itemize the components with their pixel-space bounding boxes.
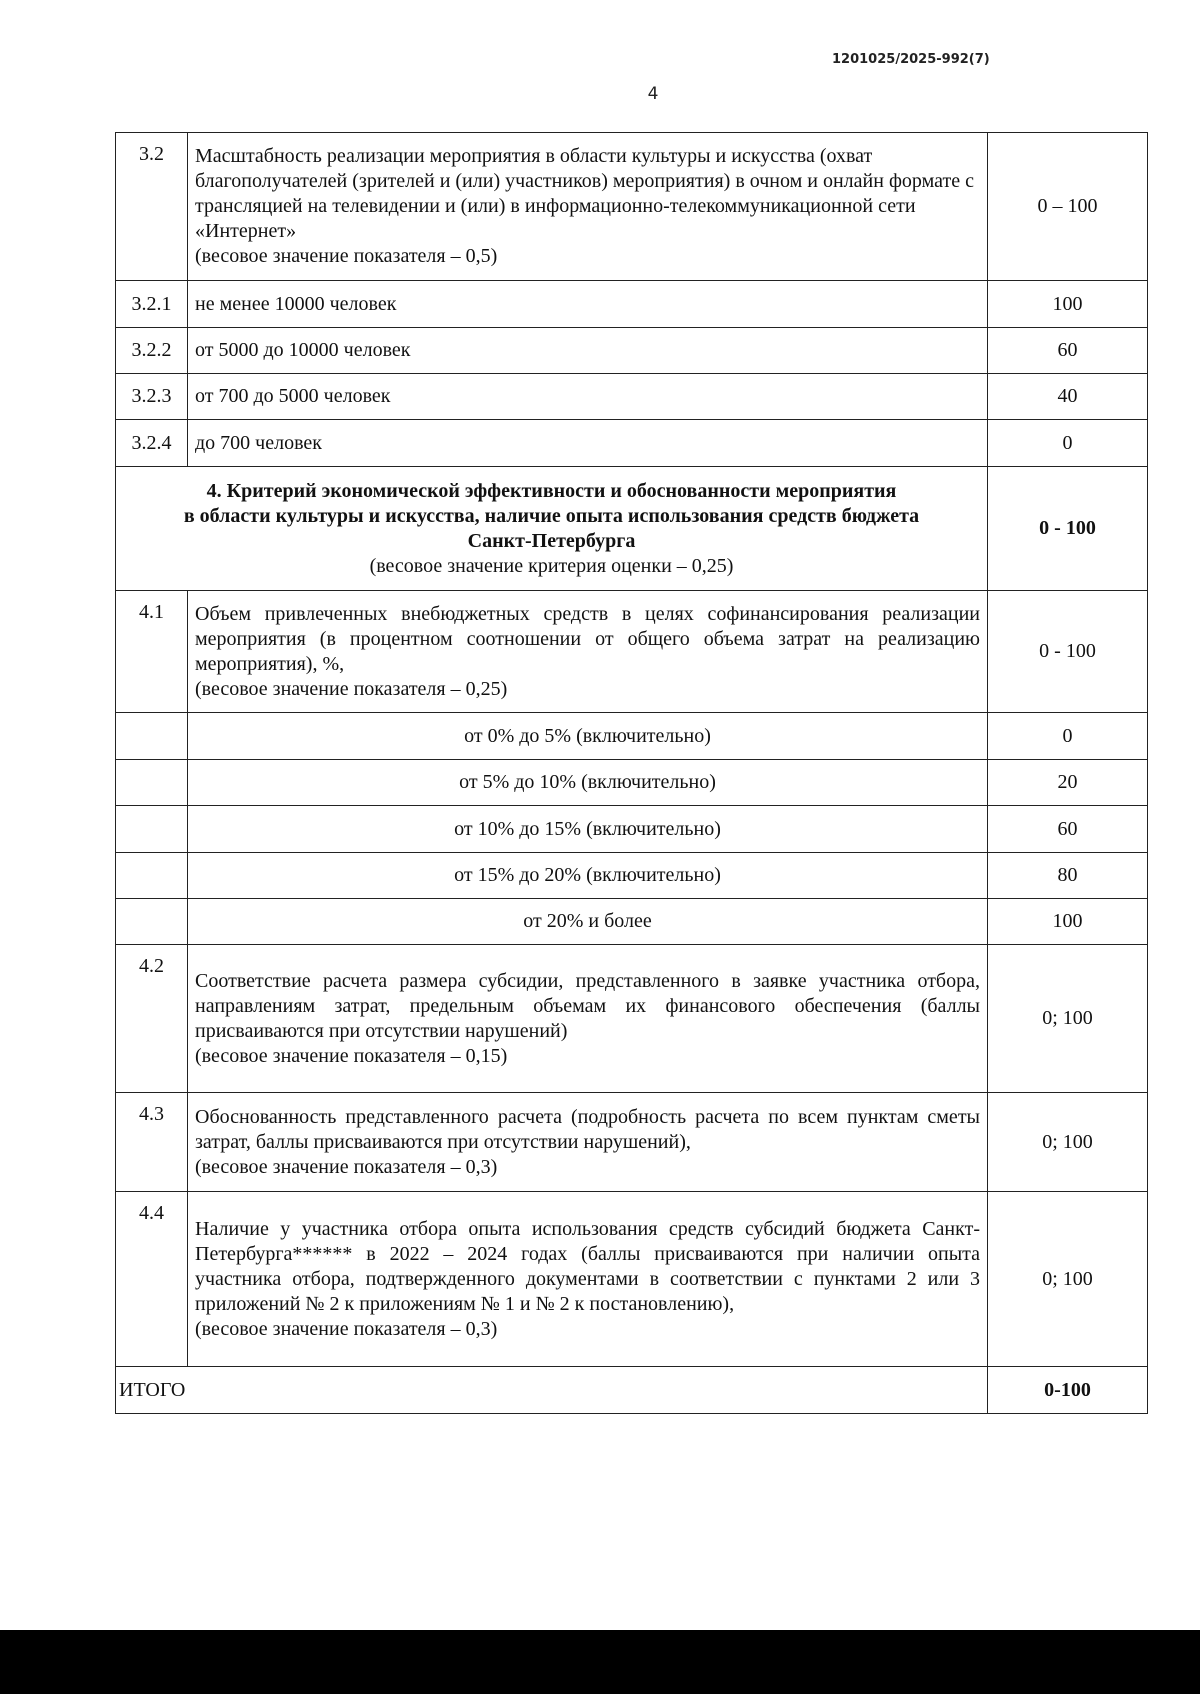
criteria-table bbox=[115, 132, 1148, 1414]
score-value: 100 bbox=[988, 281, 1148, 328]
indicator-description bbox=[188, 945, 988, 1093]
score-options: 0; 100 bbox=[988, 1093, 1148, 1192]
table-row bbox=[116, 281, 1148, 328]
table-row bbox=[116, 945, 1148, 1093]
score-value: 40 bbox=[988, 374, 1148, 420]
empty-cell bbox=[116, 713, 188, 760]
table-row bbox=[116, 1192, 1148, 1367]
score-value: 60 bbox=[988, 328, 1148, 374]
total-row bbox=[116, 1367, 1148, 1414]
score-options: 0; 100 bbox=[988, 945, 1148, 1093]
row-number: 3.2.2 bbox=[116, 328, 188, 374]
total-score: 0-100 bbox=[988, 1367, 1148, 1414]
row-number: 3.2.1 bbox=[116, 281, 188, 328]
row-number: 3.2.3 bbox=[116, 374, 188, 420]
table-row bbox=[116, 328, 1148, 374]
indicator-text: Соответствие расчета размера субсидии, представленного в заявке участника отбора, направлениям затрат, предельным объемам их финансового обеспечения (баллы присваиваются при отсутствии нарушений) bbox=[195, 969, 980, 1042]
row-number: 4.2 bbox=[116, 945, 188, 1093]
score-value: 20 bbox=[988, 760, 1148, 806]
indicator-weight: (весовое значение показателя – 0,5) bbox=[195, 245, 498, 267]
table-row bbox=[116, 133, 1148, 281]
criterion-title-line: Санкт-Петербурга bbox=[467, 529, 636, 552]
document-id: 1201025/2025-992(7) bbox=[832, 52, 990, 67]
score-value: 80 bbox=[988, 853, 1148, 899]
indicator-text: Обоснованность представленного расчета (подробность расчета по всем пунктам сметы затрат, баллы присваиваются при отсутствии нарушений), bbox=[195, 1105, 980, 1153]
score-range: 0 - 100 bbox=[988, 591, 1148, 713]
table-row bbox=[116, 1093, 1148, 1192]
row-number: 3.2 bbox=[116, 133, 188, 281]
row-number: 3.2.4 bbox=[116, 420, 188, 467]
table-row bbox=[116, 420, 1148, 467]
indicator-description bbox=[188, 1093, 988, 1192]
empty-cell bbox=[116, 760, 188, 806]
range-description: от 15% до 20% (включительно) bbox=[188, 853, 988, 899]
empty-cell bbox=[116, 806, 188, 853]
indicator-description bbox=[188, 133, 988, 281]
row-number: 4.1 bbox=[116, 591, 188, 713]
empty-cell bbox=[116, 899, 188, 945]
table-row bbox=[116, 374, 1148, 420]
score-range: 0 – 100 bbox=[988, 133, 1148, 281]
criterion-score: 0 - 100 bbox=[988, 467, 1148, 591]
indicator-weight: (весовое значение показателя – 0,3) bbox=[195, 1317, 498, 1340]
score-value: 0 bbox=[988, 420, 1148, 467]
criterion-title-line: в области культуры и искусства, наличие опыта использования средств бюджета bbox=[183, 504, 920, 527]
table-row bbox=[116, 713, 1148, 760]
indicator-text: Объем привлеченных внебюджетных средств в целях софинансирования реализации мероприятия (в процентном соотношении от общего объема затрат на реализацию мероприятия), %, bbox=[195, 602, 980, 675]
indicator-description: не менее 10000 человек bbox=[188, 281, 988, 328]
indicator-description: до 700 человек bbox=[188, 420, 988, 467]
indicator-text: Масштабность реализации мероприятия в области культуры и искусства (охват благополучателей (зрителей и (или) участников) мероприятия) в очном и онлайн формате с трансляцией на телевидении и (или) в информационно-телекоммуникационной сети «Интернет» bbox=[195, 145, 974, 242]
criterion-title bbox=[116, 467, 988, 591]
criterion-title-line: 4. Критерий экономической эффективности и обоснованности мероприятия bbox=[206, 479, 897, 502]
table-row bbox=[116, 853, 1148, 899]
row-number: 4.4 bbox=[116, 1192, 188, 1367]
range-description: от 10% до 15% (включительно) bbox=[188, 806, 988, 853]
table-row bbox=[116, 591, 1148, 713]
range-description: от 0% до 5% (включительно) bbox=[188, 713, 988, 760]
indicator-description bbox=[188, 591, 988, 713]
range-description: от 20% и более bbox=[188, 899, 988, 945]
indicator-text: Наличие у участника отбора опыта использования средств субсидий бюджета Санкт-Петербурга****** в 2022 – 2024 годах (баллы присваиваются при наличии опыта участника отбора, подтвержденного документами в соответствии с пунктами 2 или 3 приложений № 2 к приложениям № 1 и № 2 к постановлению), bbox=[195, 1217, 980, 1315]
score-options: 0; 100 bbox=[988, 1192, 1148, 1367]
empty-cell bbox=[116, 853, 188, 899]
table-row bbox=[116, 806, 1148, 853]
table-row bbox=[116, 899, 1148, 945]
indicator-description bbox=[188, 1192, 988, 1367]
criterion-weight: (весовое значение критерия оценки – 0,25) bbox=[369, 554, 734, 577]
row-number: 4.3 bbox=[116, 1093, 188, 1192]
range-description: от 5% до 10% (включительно) bbox=[188, 760, 988, 806]
indicator-description: от 5000 до 10000 человек bbox=[188, 328, 988, 374]
indicator-weight: (весовое значение показателя – 0,15) bbox=[195, 1044, 508, 1067]
score-value: 100 bbox=[988, 899, 1148, 945]
total-label: ИТОГО bbox=[116, 1367, 988, 1414]
indicator-weight: (весовое значение показателя – 0,25) bbox=[195, 677, 508, 700]
page-number: 4 bbox=[647, 84, 659, 104]
scan-bottom-bar bbox=[0, 1630, 1200, 1694]
score-value: 0 bbox=[988, 713, 1148, 760]
indicator-description: от 700 до 5000 человек bbox=[188, 374, 988, 420]
score-value: 60 bbox=[988, 806, 1148, 853]
indicator-weight: (весовое значение показателя – 0,3) bbox=[195, 1155, 498, 1178]
criterion-header-row bbox=[116, 467, 1148, 591]
table-row bbox=[116, 760, 1148, 806]
